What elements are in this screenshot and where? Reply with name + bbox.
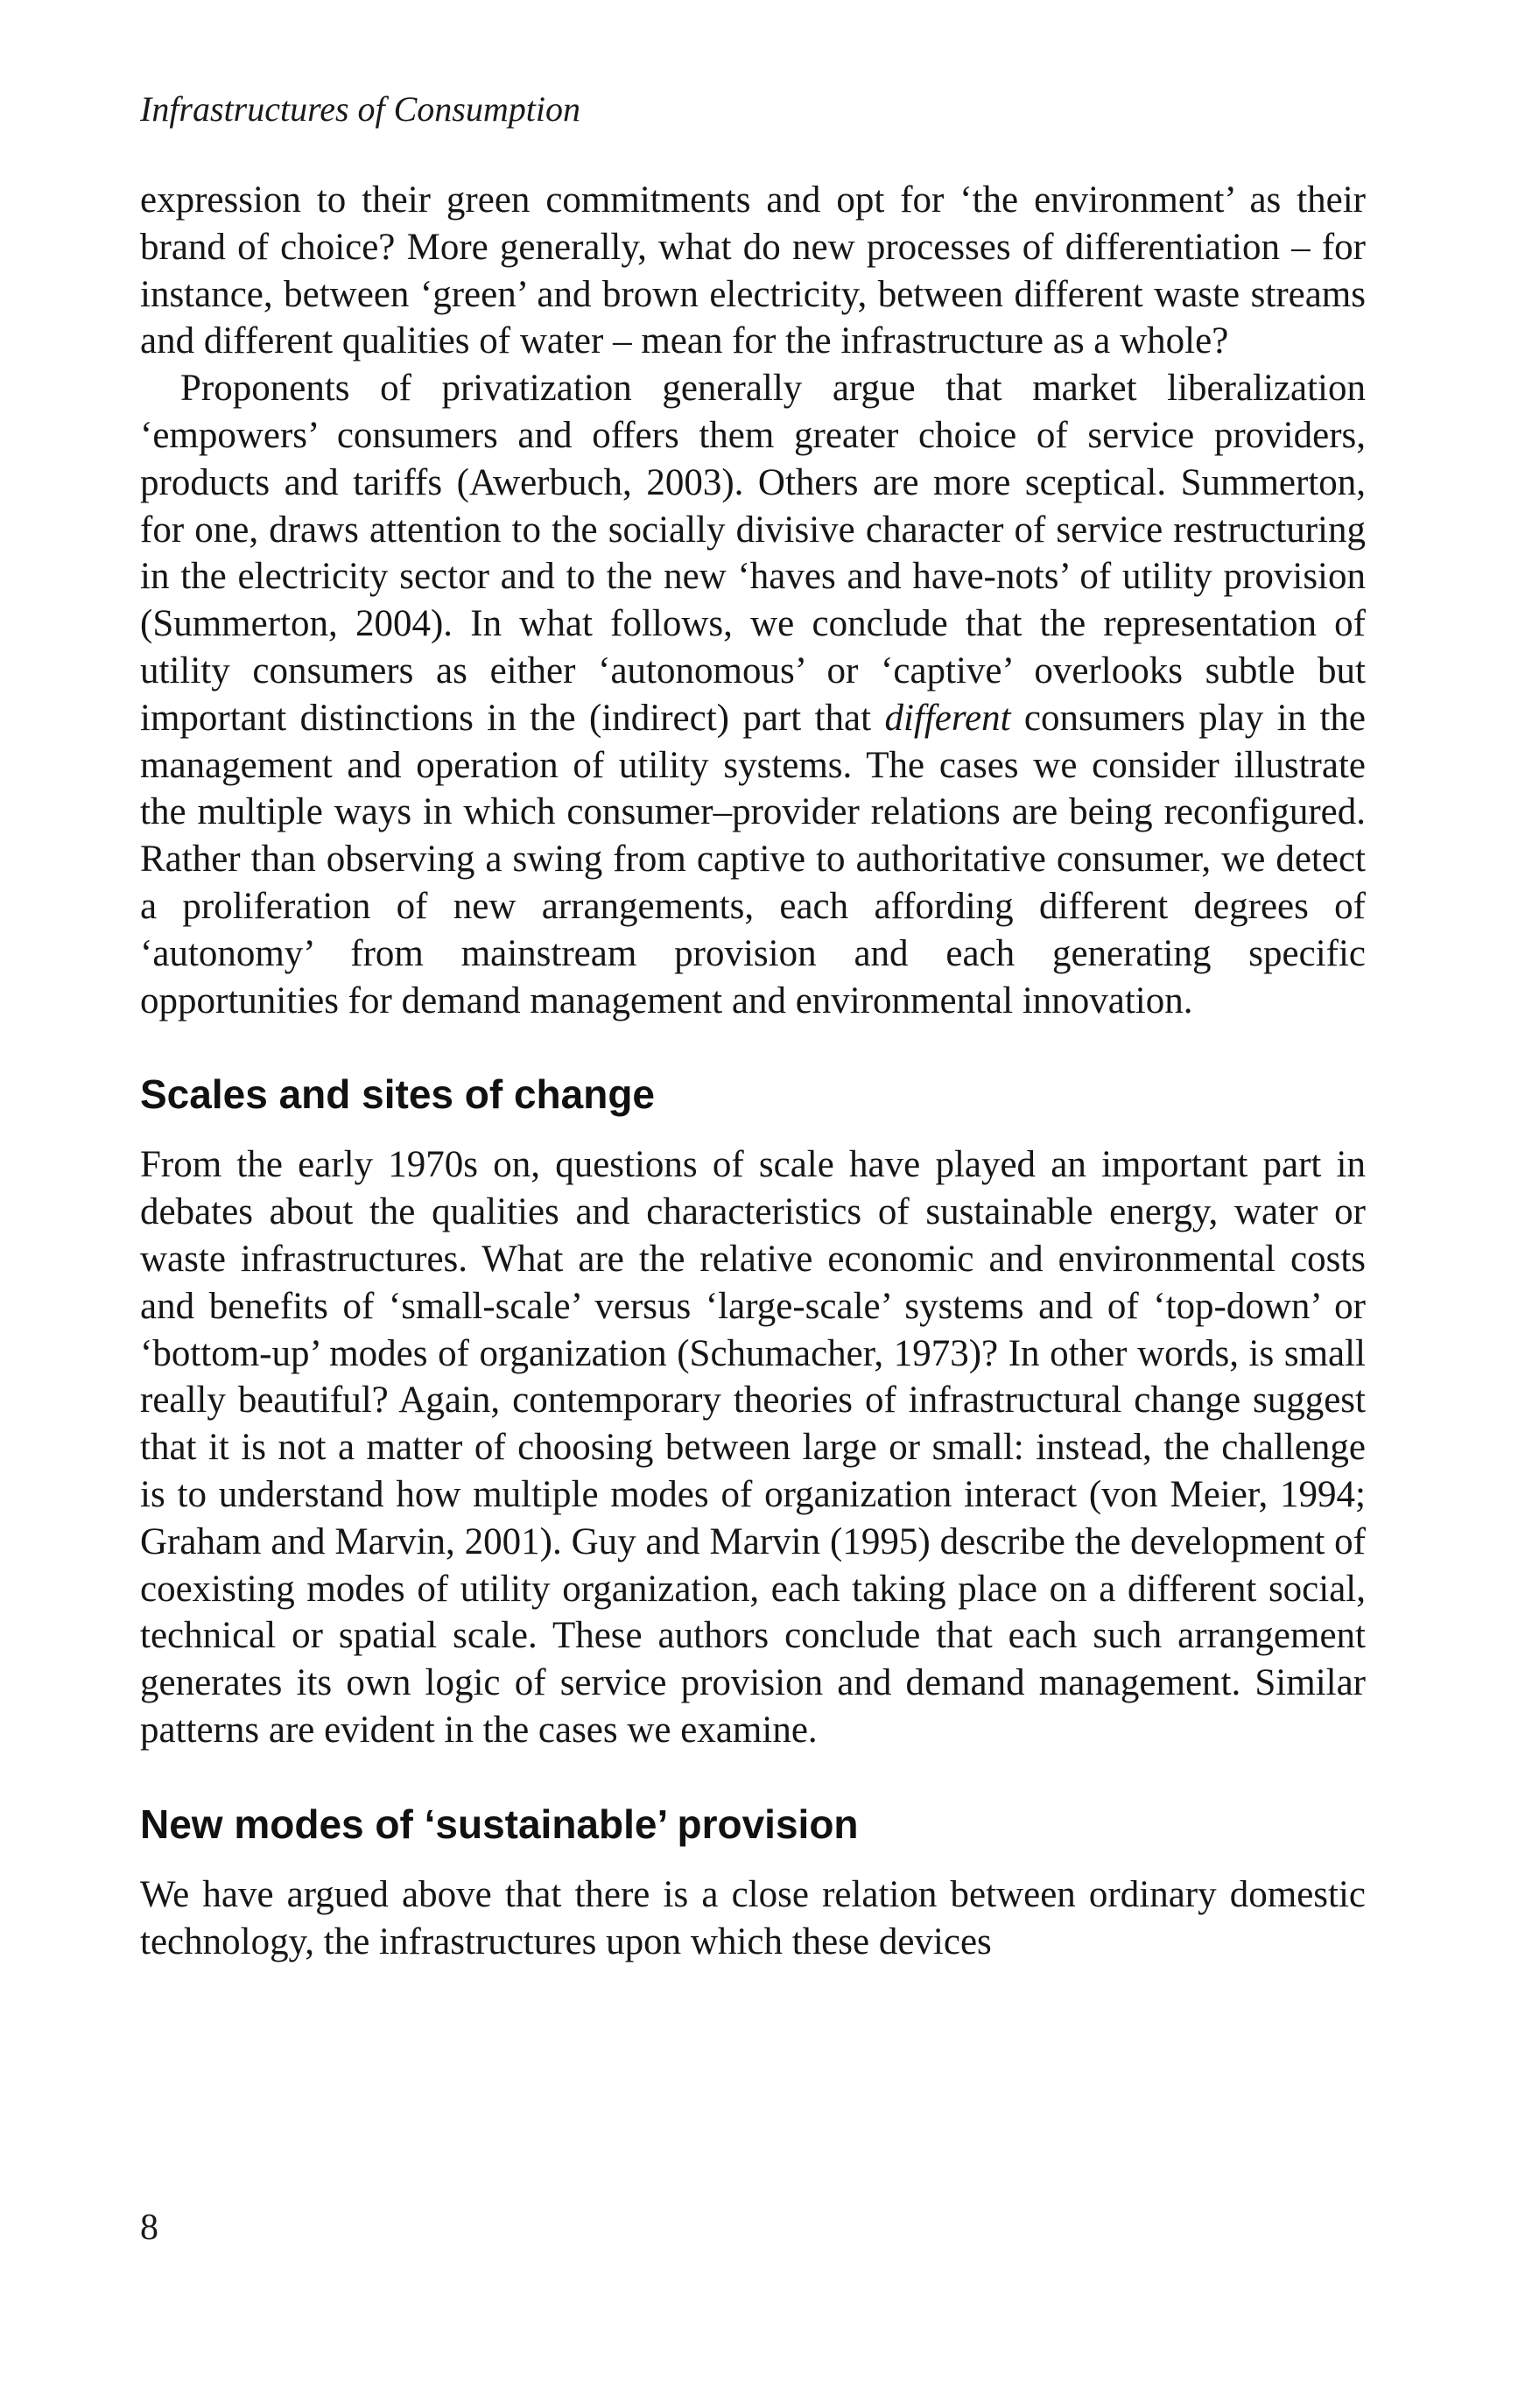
body-paragraph-sustainable-provision: We have argued above that there is a close relation between ordinary domestic technology, the infrastructures upon which these devices xyxy=(140,1873,1366,1962)
body-paragraph-privatization xyxy=(140,365,1366,1024)
emphasized-word: different xyxy=(884,697,1011,739)
running-head: Infrastructures of Consumption xyxy=(140,89,580,129)
section-heading-sustainable-provision: New modes of ‘sustainable’ provision xyxy=(140,1801,859,1847)
body-paragraph-continued: expression to their green commitments and opt for ‘the environment’ as their brand of choice? More generally, what do new processes of differentiation – for instance, between ‘green’ and brown electricity, between different waste streams and different qualities of water – mean for the infrastructure as a whole? xyxy=(140,179,1366,362)
paragraph-text-after-emphasis: consumers play in the management and operation of utility systems. The cases we consider illustrate the multiple ways in which consumer–provider relations are being reconfigured. Rather than observing a swing from captive to authoritative consumer, we detect a proliferation of new arrangements, each affording different degrees of ‘autonomy’ from mainstream provision and each generating specific opportunities for demand management and environmental innovation. xyxy=(140,697,1366,1021)
page-number: 8 xyxy=(140,2208,158,2248)
body-paragraph-scales: From the early 1970s on, questions of scale have played an important part in debates about the qualities and characteristics of sustainable energy, water or waste infrastructures. What are the relative economic and environmental costs and benefits of ‘small-scale’ versus ‘large-scale’ systems and of ‘top-down’ or ‘bottom-up’ modes of organization (Schumacher, 1973)? In other words, is small really beautiful? Again, contemporary theories of infrastructural change suggest that it is not a matter of choosing between large or small: instead, the challenge is to understand how multiple modes of organization interact (von Meier, 1994; Graham and Marvin, 2001). Guy and Marvin (1995) describe the development of coexisting modes of utility organization, each taking place on a different social, technical or spatial scale. These authors conclude that each such arrangement generates its own logic of service provision and demand management. Similar patterns are evident in the cases we examine. xyxy=(140,1144,1366,1751)
section-heading-scales: Scales and sites of change xyxy=(140,1071,656,1118)
page-body xyxy=(140,88,1366,1965)
paragraph-text-before-emphasis: Proponents of privatization generally argue that market liberalization ‘empowers’ consumers and offers them greater choice of service providers, products and tariffs (Awerbuch, 2003). Others are more sceptical. Summerton, for one, draws attention to the socially divisive character of service restructuring in the electricity sector and to the new ‘haves and have-nots’ of utility provision (Summerton, 2004). In what follows, we conclude that the representation of utility consumers as either ‘autonomous’ or ‘captive’ overlooks subtle but important distinctions in the (indirect) part that xyxy=(140,368,1366,739)
